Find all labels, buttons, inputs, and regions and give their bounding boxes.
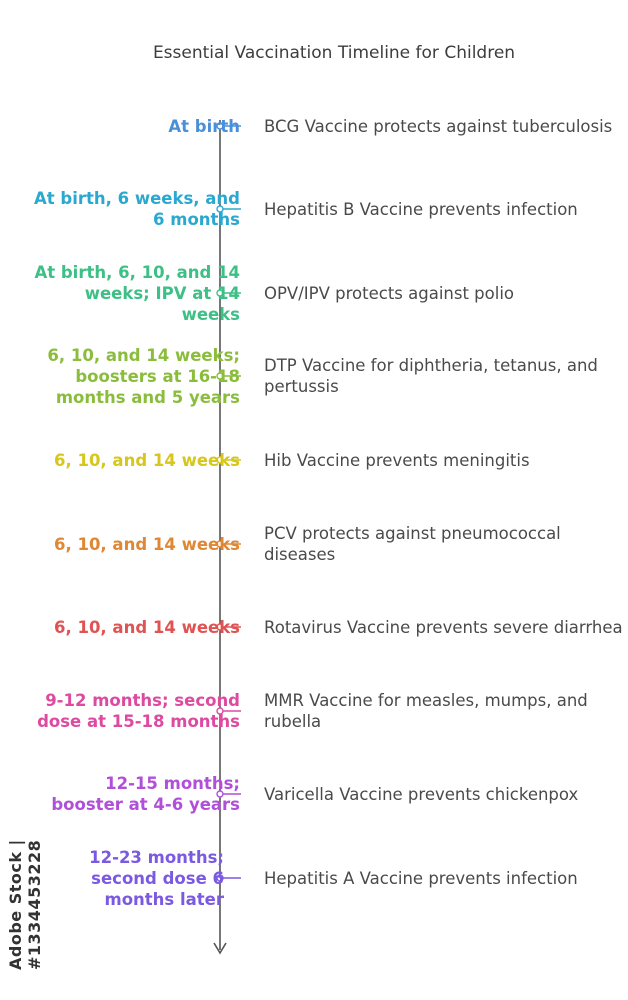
event-description: OPV/IPV protects against polio	[264, 283, 515, 303]
event-description: DTP Vaccine for diphtheria, tetanus, and pertussis	[264, 356, 598, 396]
event-timing-label: At birth	[168, 116, 240, 136]
event-description: Hib Vaccine prevents meningitis	[264, 450, 530, 470]
event-description: PCV protects against pneumococcal diseases	[264, 524, 561, 564]
event-timing-label: At birth, 6 weeks, and 6 months	[33, 189, 240, 229]
diagram-title: Essential Vaccination Timeline for Children	[152, 43, 516, 63]
event-timing-label: 6, 10, and 14 weeks	[53, 450, 240, 470]
event-timing-label: At birth, 6, 10, and 14 weeks; IPV at 14 weeks	[34, 262, 240, 324]
event-description: Hepatitis A Vaccine prevents infection	[264, 868, 578, 888]
event-timing-label: 6, 10, and 14 weeks	[53, 617, 240, 637]
event-timing-label: 9-12 months; second dose at 15-18 months	[37, 691, 240, 731]
event-description: BCG Vaccine protects against tuberculosis	[264, 116, 613, 136]
event-description: Varicella Vaccine prevents chickenpox	[264, 784, 579, 804]
event-timing-label: 6, 10, and 14 weeks	[53, 534, 240, 554]
event-timing-label: 12-23 months; second dose 6 months later	[89, 847, 224, 909]
event-description: Hepatitis B Vaccine prevents infection	[264, 199, 578, 219]
event-description: Rotavirus Vaccine prevents severe diarrhea	[264, 617, 623, 637]
event-timing-label: 6, 10, and 14 weeks; boosters at 16-18 months and 5 years	[47, 345, 240, 407]
event-description: MMR Vaccine for measles, mumps, and rubella	[264, 691, 588, 731]
watermark-text: Adobe Stock | #1334453228	[6, 839, 44, 970]
event-timing-label: 12-15 months; booster at 4-6 years	[51, 774, 240, 814]
